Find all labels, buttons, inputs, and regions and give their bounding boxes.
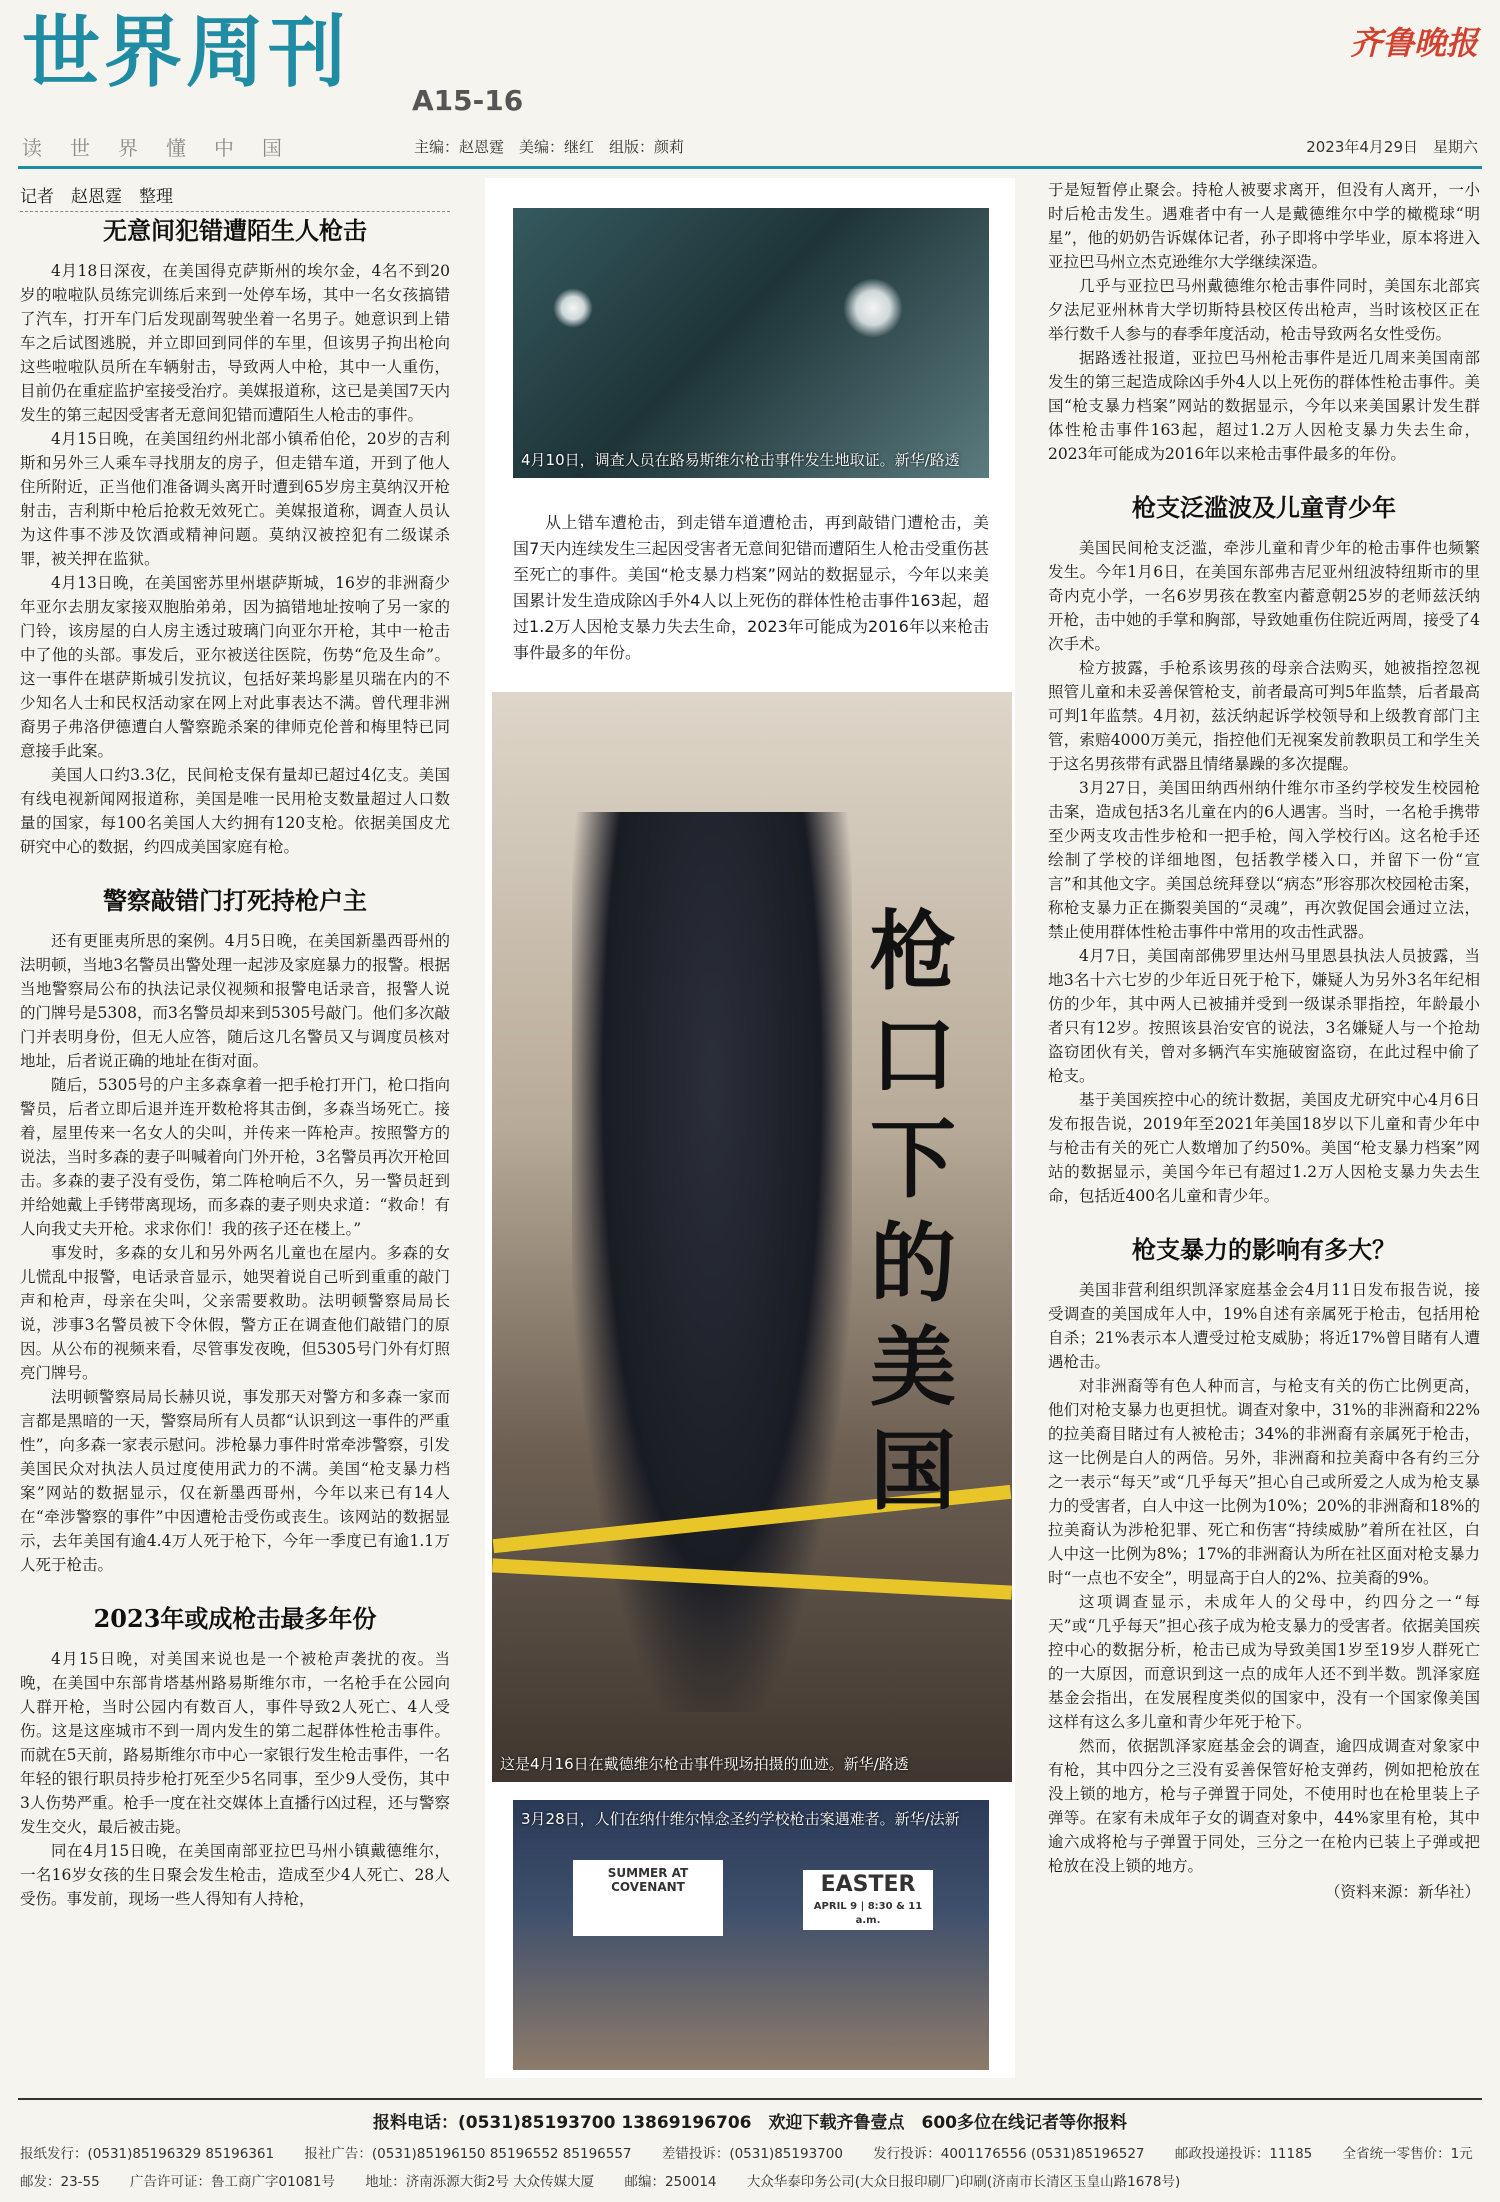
- easter-sign-title: EASTER: [820, 1872, 916, 1897]
- footer-item: 发行投诉：4001176556 (0531)85196527: [873, 2146, 1145, 2162]
- section-heading: 无意间犯错遭陌生人枪击: [103, 216, 367, 245]
- section-heading: 枪支暴力的影响有多大？: [1132, 1235, 1396, 1264]
- footer-contacts: [20, 2142, 1480, 2162]
- source-credit: （资料来源：新华社）: [1324, 1883, 1480, 1901]
- section-heading: 枪支泛滥波及儿童青少年: [1132, 493, 1396, 522]
- footer-item: 差错投诉：(0531)85193700: [661, 2146, 843, 2162]
- article-paragraph: 于是短暂停止聚会。持枪人被要求离开，但没有人离开，一小时后枪击发生。遇难者中有一人是戴德维尔中学的橄榄球“明星”，他的奶奶告诉媒体记者，孙子即将中学毕业，原本将进入亚拉巴马州立杰克逊维尔大学继续深造。: [1048, 181, 1480, 271]
- reporter-byline: 记者 赵恩霆 整理: [20, 182, 450, 212]
- masthead-title: 世界周刊: [22, 7, 351, 98]
- article-paragraph: 3月27日，美国田纳西州纳什维尔市圣约学校发生校园枪击案，造成包括3名儿童在内的6人遇害。当时，一名枪手携带至少两支攻击性步枪和一把手枪，闯入学校行凶。这名枪手还绘制了学校的详细地图，包括教学楼入口，并留下一份“宣言”和其他文字。美国总统拜登以“病态”形容那次校园枪击案，称枪支暴力正在撕裂美国的“灵魂”，再次敦促国会通过立法，禁止使用群体性枪击事件中常用的攻击性武器。: [1048, 779, 1480, 941]
- article-paragraph: 4月13日晚，在美国密苏里州堪萨斯城，16岁的非洲裔少年亚尔去朋友家接双胞胎弟弟，因为搞错地址按响了另一家的门铃，该房屋的白人房主透过玻璃门向亚尔开枪，其中一枪击中了他的头部。事发后，亚尔被送往医院，伤势“危及生命”。这一事件在堪萨斯城引发抗议，包括好莱坞影星贝瑞在内的不少知名人士和民权活动家在网上对此事表达不满。曾代理非洲裔男子弗洛伊德遭白人警察跪杀案的律师克伦普和梅里特已同意接手此案。: [20, 574, 450, 760]
- bullet-hole-icon: [553, 288, 593, 328]
- newspaper-logo: 齐鲁晚报: [1349, 24, 1478, 62]
- article-paragraph: 4月18日深夜，在美国得克萨斯州的埃尔金，4名不到20岁的啦啦队员练完训练后来到一处停车场，其中一名女孩搞错了汽车，打开车门后发现副驾驶坐着一名男子。她意识到上错车之后试图逃脱，并立即回到同伴的车里，但该男子拘出枪向这些啦啦队员所在车辆射击，导致两人中枪，其中一人重伤，目前仍在重症监护室接受治疗。美媒报道称，这已是美国7天内发生的第三起因受害者无意间犯错而遭陌生人枪击的事件。: [20, 262, 450, 424]
- right-column: [1048, 178, 1480, 1904]
- footer-item: 邮发：23-55: [20, 2174, 100, 2190]
- feature-title: 枪口下的美国: [870, 901, 956, 1522]
- bullet-holes-photo: [513, 208, 989, 478]
- photo-caption: 3月28日，人们在纳什维尔悼念圣约学校枪击案遇难者。新华/法新: [521, 1810, 960, 1828]
- page-number: A15-16: [412, 84, 524, 117]
- masthead-slogan: 读世界懂中国: [22, 136, 310, 160]
- footer-publishing-info: [20, 2170, 1480, 2190]
- footer-item: 大众华泰印务公司(大众日报印刷厂)印刷(济南市长清区玉皇山路1678号): [746, 2174, 1181, 2190]
- article-paragraph: 几乎与亚拉巴马州戴德维尔枪击事件同时，美国东北部宾夕法尼亚州林肯大学切斯特县校区传出枪声，当时该校区正在举行数千人参与的春季年度活动，枪击导致两名女性受伤。: [1048, 277, 1480, 343]
- memorial-poster: SUMMER AT COVENANT: [573, 1860, 723, 1936]
- feature-lede: 从上错车遭枪击，到走错车道遭枪击，再到敲错门遭枪击，美国7天内连续发生三起因受害者无意间犯错而遭陌生人枪击受重伤甚至死亡的事件。美国“枪支暴力档案”网站的数据显示，今年以来美国累计发生造成除凶手外4人以上死伤的群体性枪击事件163起，超过1.2万人因枪支暴力失去生命，2023年可能成为2016年以来枪击事件最多的年份。: [513, 513, 989, 662]
- photo-caption: 这是4月16日在戴德维尔枪击事件现场拍摄的血迹。新华/路透: [500, 1755, 909, 1773]
- section-heading: 2023年或成枪击最多年份: [93, 1604, 377, 1633]
- news-hotline: 报料电话：(0531)85193700 13869196706 欢迎下载齐鲁壹点 600多位在线记者等你报料: [372, 2113, 1127, 2133]
- article-paragraph: 美国人口约3.3亿，民间枪支保有量却已超过4亿支。美国有线电视新闻网报道称，美国是唯一民用枪支数量超过人口数量的国家，每100名美国人大约拥有120支枪。依据美国皮尤研究中心的数据，约四成美国家庭有枪。: [20, 766, 450, 856]
- easter-sign-time: APRIL 9 | 8:30 & 11 a.m.: [813, 1901, 923, 1926]
- footer-item: 广告许可证：鲁工商广字01081号: [130, 2174, 335, 2190]
- article-paragraph: 4月15日晚，在美国纽约州北部小镇希伯伦，20岁的吉利斯和另外三人乘车寻找朋友的房子，但走错车道，开到了他人住所附近，正当他们准备调头离开时遭到65岁房主莫纳汉开枪射击，吉利斯中枪后抢救无效死亡。美媒报道称，调查人员认为这件事不涉及饮酒或精神问题。莫纳汉被控犯有二级谋杀罪，被关押在监狱。: [20, 430, 450, 568]
- article-paragraph: 4月7日，美国南部佛罗里达州马里恩县执法人员披露，当地3名十六七岁的少年近日死于枪下，嫌疑人为另外3名年纪相仿的少年，其中两人已被捕并受到一级谋杀罪指控，年龄最小者只有12岁。按照该县治安官的说法，3名嫌疑人与一个抢劫盗窃团伙有关，曾对多辆汽车实施破窗盗窃，在此过程中偷了枪支。: [1048, 947, 1480, 1085]
- article-paragraph: 据路透社报道，亚拉巴马州枪击事件是近几周来美国南部发生的第三起造成除凶手外4人以上死伤的群体性枪击事件。美国“枪支暴力档案”网站的数据显示，今年以来美国累计发生群体性枪击事件163起，超过1.2万人因枪支暴力失去生命，2023年可能成为2016年以来枪击事件最多的年份。: [1048, 349, 1480, 463]
- footer-item: 报社广告：(0531)85196150 85196552 85196557: [304, 2146, 632, 2162]
- left-column: [20, 215, 450, 1911]
- article-paragraph: 对非洲裔等有色人种而言，与枪支有关的伤亡比例更高，他们对枪支暴力也更担忧。调查对象中，31%的非洲裔和22%的拉美裔目睹过有人被枪击；34%的非洲裔有亲属死于枪击，这一比例是白人的两倍。另外，非洲裔和拉美裔中各有约三分之一表示“每天”或“几乎每天”担心自己或所爱之人成为枪支暴力的受害者，白人中这一比例为10%；20%的非洲裔和18%的拉美裔认为涉枪犯罪、死亡和伤害“持续威胁”着所在社区，白人中这一比例为8%；17%的非洲裔认为所在社区面对枪支暴力时“一点也不安全”，明显高于白人的2%、拉美裔的9%。: [1048, 1377, 1480, 1587]
- footer-item: 报纸发行：(0531)85196329 85196361: [20, 2146, 275, 2162]
- memorial-photo: [513, 1800, 989, 2070]
- article-paragraph: 美国非营利组织凯泽家庭基金会4月11日发布报告说，接受调查的美国成年人中，19%自述有亲属死于枪击，包括用枪自杀；21%表示本人遭受过枪支威胁；将近17%曾目睹有人遭遇枪击。: [1048, 1281, 1480, 1371]
- article-paragraph: 美国民间枪支泛滥，牵涉儿童和青少年的枪击事件也频繁发生。今年1月6日，在美国东部弗吉尼亚州纽波特纽斯市的里奇内克小学，一名6岁男孩在教室内蓄意朝25岁的老师兹沃纳开枪，击中她的手掌和胸部，导致她重伤住院近两周，接受了4次手术。: [1048, 539, 1480, 653]
- article-paragraph: 同在4月15日晚，在美国南部亚拉巴马州小镇戴德维尔，一名16岁女孩的生日聚会发生枪击，造成至少4人死亡、28人受伤。事发前，现场一些人得知有人持枪，: [20, 1842, 450, 1908]
- editors-credit: 主编：赵恩霆 美编：继红 组版：颜莉: [414, 138, 685, 156]
- article-paragraph: 4月15日晚，对美国来说也是一个被枪声袭扰的夜。当晚，在美国中东部肯塔基州路易斯维尔市，一名枪手在公园向人群开枪，当时公园内有数百人，事件导致2人死亡、4人受伤。这是这座城市不到一周内发生的第二起群体性枪击事件。而就在5天前，路易斯维尔市中心一家银行发生枪击事件，一名年轻的银行职员持步枪打死至少5名同事，至少9人受伤，其中3人伤势严重。枪手一度在社交媒体上直播行凶过程，还与警察发生交火，最后被击毙。: [20, 1650, 450, 1836]
- footer-item: 邮编：250014: [624, 2174, 717, 2190]
- article-paragraph: 事发时，多森的女儿和另外两名儿童也在屋内。多森的女儿慌乱中报警，电话录音显示，她哭着说自己听到重重的敲门声和枪声，母亲在尖叫，父亲需要救助。法明顿警察局局长说，涉事3名警员被下令休假，警方正在调查他们敲错门的原因。从公布的视频来看，尽管事发夜晚，但5305号门外有灯照亮门牌号。: [20, 1244, 450, 1382]
- bottom-divider: [18, 2098, 1482, 2100]
- article-paragraph: 基于美国疾控中心的统计数据，美国皮尤研究中心4月6日发布报告说，2019年至2021年美国18岁以下儿童和青少年中与枪击有关的死亡人数增加了约50%。美国“枪支暴力档案”网站的数据显示，美国今年已有超过1.2万人因枪支暴力失去生命，包括近400名儿童和青少年。: [1048, 1091, 1480, 1205]
- top-divider: [18, 166, 1482, 169]
- bullet-hole-icon: [843, 278, 903, 338]
- article-paragraph: 法明顿警察局局长赫贝说，事发那天对警方和多森一家而言都是黑暗的一天，警察局所有人员都“认识到这一事件的严重性”，向多森一家表示慰问。涉枪暴力事件时常牵涉警察，引发美国民众对执法人员过度使用武力的不满。美国“枪支暴力档案”网站的数据显示，仅在新墨西哥州，今年以来已有14人在“牵涉警察的事件”中因遭枪击受伤或丧生。该网站的数据显示，去年美国有逾4.4万人死于枪下，今年一季度已有逾1.1万人死于枪击。: [20, 1388, 450, 1574]
- issue-date: 2023年4月29日 星期六: [1306, 138, 1478, 156]
- photo-caption: 4月10日，调查人员在路易斯维尔枪击事件发生地取证。新华/路透: [521, 451, 960, 469]
- article-paragraph: 检方披露，手枪系该男孩的母亲合法购买，她被指控忽视照管儿童和未妥善保管枪支，前者最高可判5年监禁，后者最高可判1年监禁。4月初，兹沃纳起诉学校领导和上级教育部门主管，索赔4000万美元，指控他们无视案发前教职员工和学生关于这名男孩带有武器且情绪暴躁的多次提醒。: [1048, 659, 1480, 773]
- easter-sign: [803, 1870, 933, 1930]
- footer-item: 地址：济南泺源大街2号 大众传媒大厦: [365, 2174, 595, 2190]
- footer-item: 全省统一零售价：1元: [1342, 2146, 1473, 2162]
- article-paragraph: 随后，5305号的户主多森拿着一把手枪打开门，枪口指向警员，后者立即后退并连开数枪将其击倒，多森当场死亡。接着，屋里传来一名女人的尖叫，并传来一阵枪声。按照警方的说法，当时多森的妻子叫喊着向门外开枪，3名警员再次开枪回击。多森的妻子没有受伤，第二阵枪响后不久，另一警员赶到并给她戴上手铐带离现场，而多森的妻子则央求道：“救命！有人向我丈夫开枪。求求你们！我的孩子还在楼上。”: [20, 1076, 450, 1238]
- article-paragraph: 然而，依据凯泽家庭基金会的调查，逾四成调查对象家中有枪，其中四分之三没有妥善保管好枪支弹药，例如把枪放在没上锁的地方，枪与子弹置于同处，不使用时也在枪里装上子弹等。在家有未成年子女的调查对象中，44%家里有枪，其中逾六成将枪与子弹置于同处，三分之一在枪内已装上子弹或把枪放在没上锁的地方。: [1048, 1737, 1480, 1875]
- article-paragraph: 这项调查显示，未成年人的父母中，约四分之一“每天”或“几乎每天”担心孩子成为枪支暴力的受害者。依据美国疾控中心的数据分析，枪击已成为导致美国1岁至19岁人群死亡的一大原因，而意识到这一点的成年人还不到半数。凯泽家庭基金会指出，在发展程度类似的国家中，没有一个国家像美国这样有这么多儿童和青少年死于枪下。: [1048, 1593, 1480, 1731]
- footer-item: 邮政投递投诉：11185: [1174, 2146, 1313, 2162]
- section-heading: 警察敲错门打死持枪户主: [103, 886, 367, 915]
- article-paragraph: 还有更匪夷所思的案例。4月5日晚，在美国新墨西哥州的法明顿，当地3名警员出警处理一起涉及家庭暴力的报警。根据当地警察局公布的执法记录仪视频和报警电话录音，报警人说的门牌号是5308，而3名警员却来到5305号敲门。他们多次敲门并表明身份，但无人应答，随后这几名警员又与调度员核对地址，后者说正确的地址在街对面。: [20, 932, 450, 1070]
